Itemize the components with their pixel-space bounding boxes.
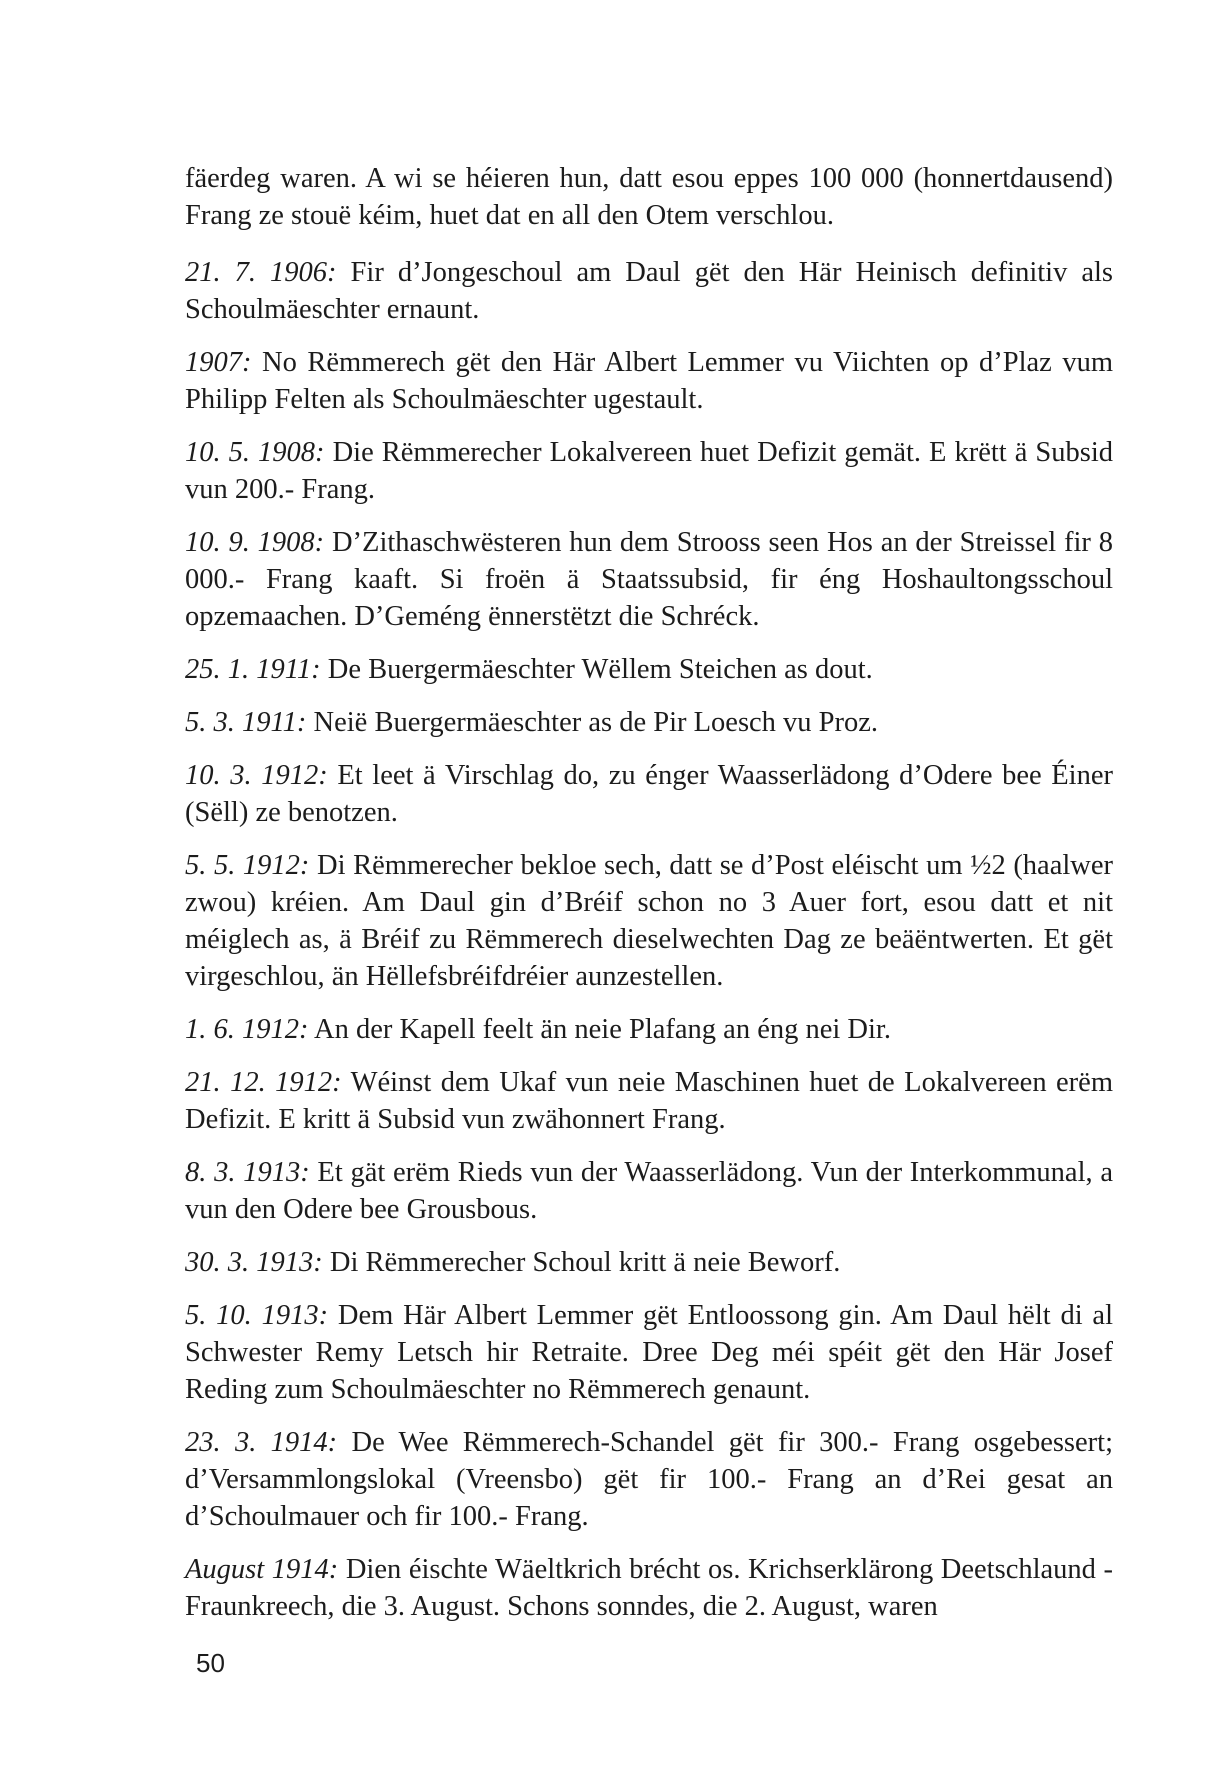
intro-paragraph: fäerdeg waren. A wi se héieren hun, datt esou eppes 100 000 (honnertdausend) Frang ze stouë kéim, huet dat en all den Otem verschlou. [185,163,1113,231]
chronicle-entry [185,1424,1113,1535]
page-number: 50 [196,1648,225,1678]
entry-date: 5. 5. 1912: [185,850,310,881]
entry-text: An der Kapell feelt än neie Plafang an éng nei Dir. [308,1014,891,1045]
entry-date: 21. 7. 1906: [185,257,337,288]
chronicle-entry [185,344,1113,418]
entry-date: August 1914: [185,1554,339,1585]
entry-text: D’Zithaschwësteren hun dem Strooss seen Hos an der Streissel fir 8 000.- Frang kaaft. Si froën ä Staatssubsid, fir éng Hoshaultongsschoul opzemaachen. D’Geméng ënnerstëtzt die Schréck. [185,527,1113,632]
entry-text: Di Rëmmerecher Schoul kritt ä neie Beworf. [322,1247,841,1278]
entry-date: 10. 3. 1912: [185,760,328,791]
chronicle-entry [185,1154,1113,1228]
entry-text: No Rëmmerech gët den Här Albert Lemmer vu Viichten op d’Plaz vum Philipp Felten als Schoulmäeschter ugestault. [185,347,1113,415]
entry-text: Neië Buergermäeschter as de Pir Loesch vu Proz. [306,707,879,738]
entry-text: Et leet ä Virschlag do, zu énger Waasserlädong d’Odere bee Éiner (Sëll) ze benotzen. [185,760,1113,828]
entry-date: 21. 12. 1912: [185,1067,342,1098]
entry-date: 1. 6. 1912: [185,1014,309,1045]
entry-date: 10. 9. 1908: [185,527,325,558]
entry-text: Die Rëmmerecher Lokalvereen huet Defizit gemät. E krëtt ä Subsid vun 200.- Frang. [185,437,1113,505]
chronicle-entry [185,524,1113,635]
entry-date: 23. 3. 1914: [185,1427,338,1458]
entry-date: 5. 3. 1911: [185,707,307,738]
entry-date: 25. 1. 1911: [185,654,321,685]
entry-date: 8. 3. 1913: [185,1157,310,1188]
chronicle-entry [185,1551,1113,1625]
entry-date: 1907: [185,347,252,378]
entry-date: 10. 5. 1908: [185,437,325,468]
chronicle-entry [185,847,1113,995]
chronicle-entry [185,1011,1113,1048]
chronicle-entry [185,1297,1113,1408]
entry-text: Wéinst dem Ukaf vun neie Maschinen huet de Lokalvereen erëm Defizit. E kritt ä Subsid vun zwähonnert Frang. [185,1067,1113,1135]
entry-text: De Buergermäeschter Wëllem Steichen as dout. [320,654,873,685]
entry-text: Et gät erëm Rieds vun der Waasserlädong. Vun der Interkommunal, a vun den Odere bee Grousbous. [185,1157,1113,1225]
entry-text: Dien éischte Wäeltkrich brécht os. Krichserklärong Deetschlaund - Fraunkreech, die 3. August. Schons sonndes, die 2. August, waren [185,1554,1113,1622]
chronicle-entry [185,1064,1113,1138]
chronicle-entry [185,704,1113,741]
chronicle-entry [185,434,1113,508]
chronicle-entry [185,1244,1113,1281]
body-text [185,160,1113,1641]
entry-text: Di Rëmmerecher bekloe sech, datt se d’Post eléischt um ½2 (haalwer zwou) kréien. Am Daul gin d’Bréif schon no 3 Auer fort, esou datt et nit méiglech as, ä Bréif zu Rëmmerech dieselwechten Dag ze beäëntwerten. Et gët virgeschlou, än Hëllefsbréifdréier aunzestellen. [185,850,1114,992]
chronicle-entry [185,254,1113,328]
entry-text: Fir d’Jongeschoul am Daul gët den Här Heinisch definitiv als Schoulmäeschter ernaunt. [185,257,1113,325]
entry-text: De Wee Rëmmerech-Schandel gët fir 300.- Frang osgebessert; d’Versammlongslokal (Vreensbo) gët fir 100.- Frang an d’Rei gesat an d’Schoulmauer och fir 100.- Frang. [185,1427,1113,1532]
entry-text: Dem Här Albert Lemmer gët Entloossong gin. Am Daul hëlt di al Schwester Remy Letsch hir Retraite. Dree Deg méi spéit gët den Här Josef Reding zum Schoulmäeschter no Rëmmerech genaunt. [185,1300,1113,1405]
chronicle-entry [185,757,1113,831]
entry-date: 5. 10. 1913: [185,1300,329,1331]
entry-date: 30. 3. 1913: [185,1247,323,1278]
chronicle-entry [185,651,1113,688]
